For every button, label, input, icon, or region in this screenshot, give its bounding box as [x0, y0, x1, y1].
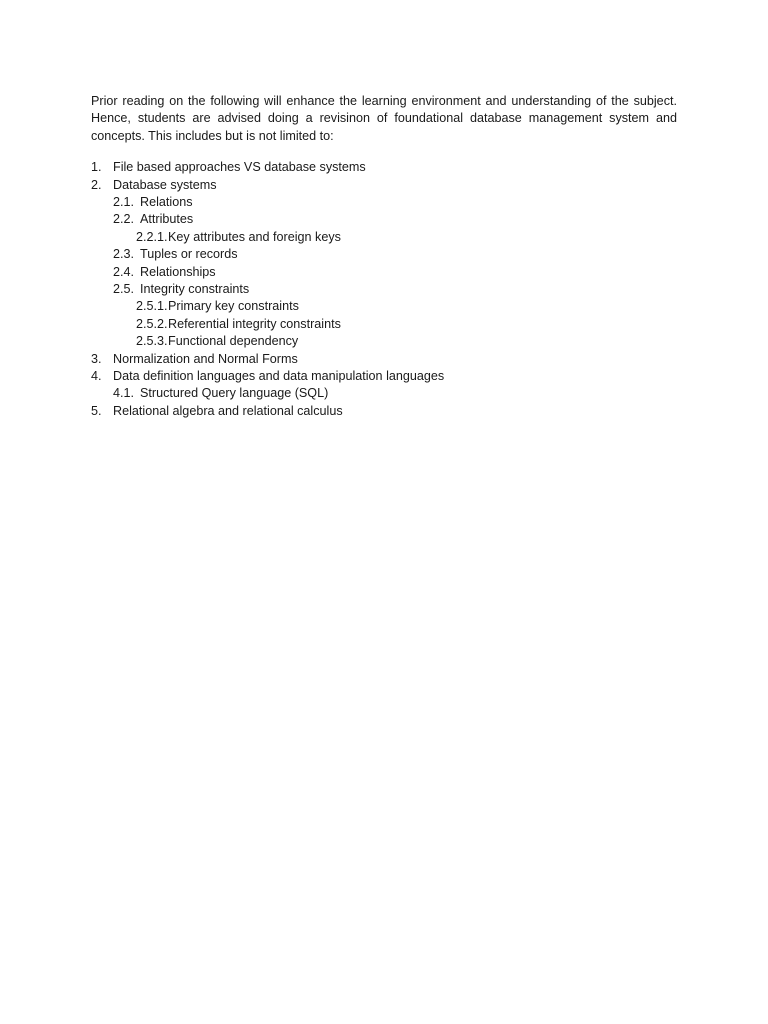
outline-number: 2.2.1.	[136, 229, 168, 244]
topic-outline	[91, 159, 677, 420]
outline-number: 2.1.	[113, 195, 135, 209]
outline-item	[91, 298, 677, 315]
outline-text: Integrity constraints	[140, 281, 250, 296]
outline-item	[91, 316, 677, 333]
outline-number: 2.5.2.	[136, 316, 168, 331]
outline-item	[91, 385, 677, 402]
outline-item	[91, 211, 677, 228]
outline-item	[91, 281, 677, 298]
outline-item	[91, 177, 677, 194]
outline-text: Key attributes and foreign keys	[168, 229, 341, 244]
outline-text: Attributes	[140, 212, 194, 227]
outline-number: 2.5.	[113, 281, 135, 296]
outline-text: Referential integrity constraints	[168, 316, 341, 331]
outline-number: 2.2.	[113, 212, 135, 227]
outline-number: 2.3.	[113, 247, 135, 262]
outline-number: 2.5.1.	[136, 299, 168, 314]
outline-item	[91, 264, 677, 281]
outline-item	[91, 194, 677, 211]
outline-number: 4.	[91, 368, 102, 383]
outline-text: Normalization and Normal Forms	[113, 351, 298, 366]
outline-text: Database systems	[113, 177, 217, 192]
outline-item	[91, 351, 677, 368]
outline-text: Structured Query language (SQL)	[140, 386, 329, 401]
document-page	[91, 93, 677, 420]
outline-text: Tuples or records	[140, 247, 238, 262]
outline-number: 5.	[91, 403, 102, 418]
outline-number: 2.5.3.	[136, 334, 168, 349]
outline-number: 4.1.	[113, 386, 135, 401]
outline-text: Data definition languages and data manipulation languages	[113, 368, 445, 383]
outline-text: Primary key constraints	[168, 299, 299, 314]
outline-text: File based approaches VS database systems	[113, 160, 366, 175]
outline-item	[91, 246, 677, 263]
outline-number: 2.	[91, 177, 102, 192]
outline-item	[91, 333, 677, 350]
outline-item	[91, 403, 677, 420]
outline-item	[91, 229, 677, 246]
outline-item	[91, 159, 677, 176]
outline-text: Relationships	[140, 264, 216, 279]
outline-text: Functional dependency	[168, 334, 299, 349]
outline-number: 1.	[91, 160, 102, 175]
outline-item	[91, 368, 677, 385]
outline-number: 3.	[91, 351, 102, 366]
outline-number: 2.4.	[113, 264, 135, 279]
outline-text: Relational algebra and relational calculus	[113, 403, 343, 418]
intro-paragraph: Prior reading on the following will enhance the learning environment and understanding of the subject. Hence, students are advised doing a revisinon of foundational database management system and concepts. This includes but is not limited to:	[91, 94, 677, 143]
outline-text: Relations	[140, 195, 193, 209]
